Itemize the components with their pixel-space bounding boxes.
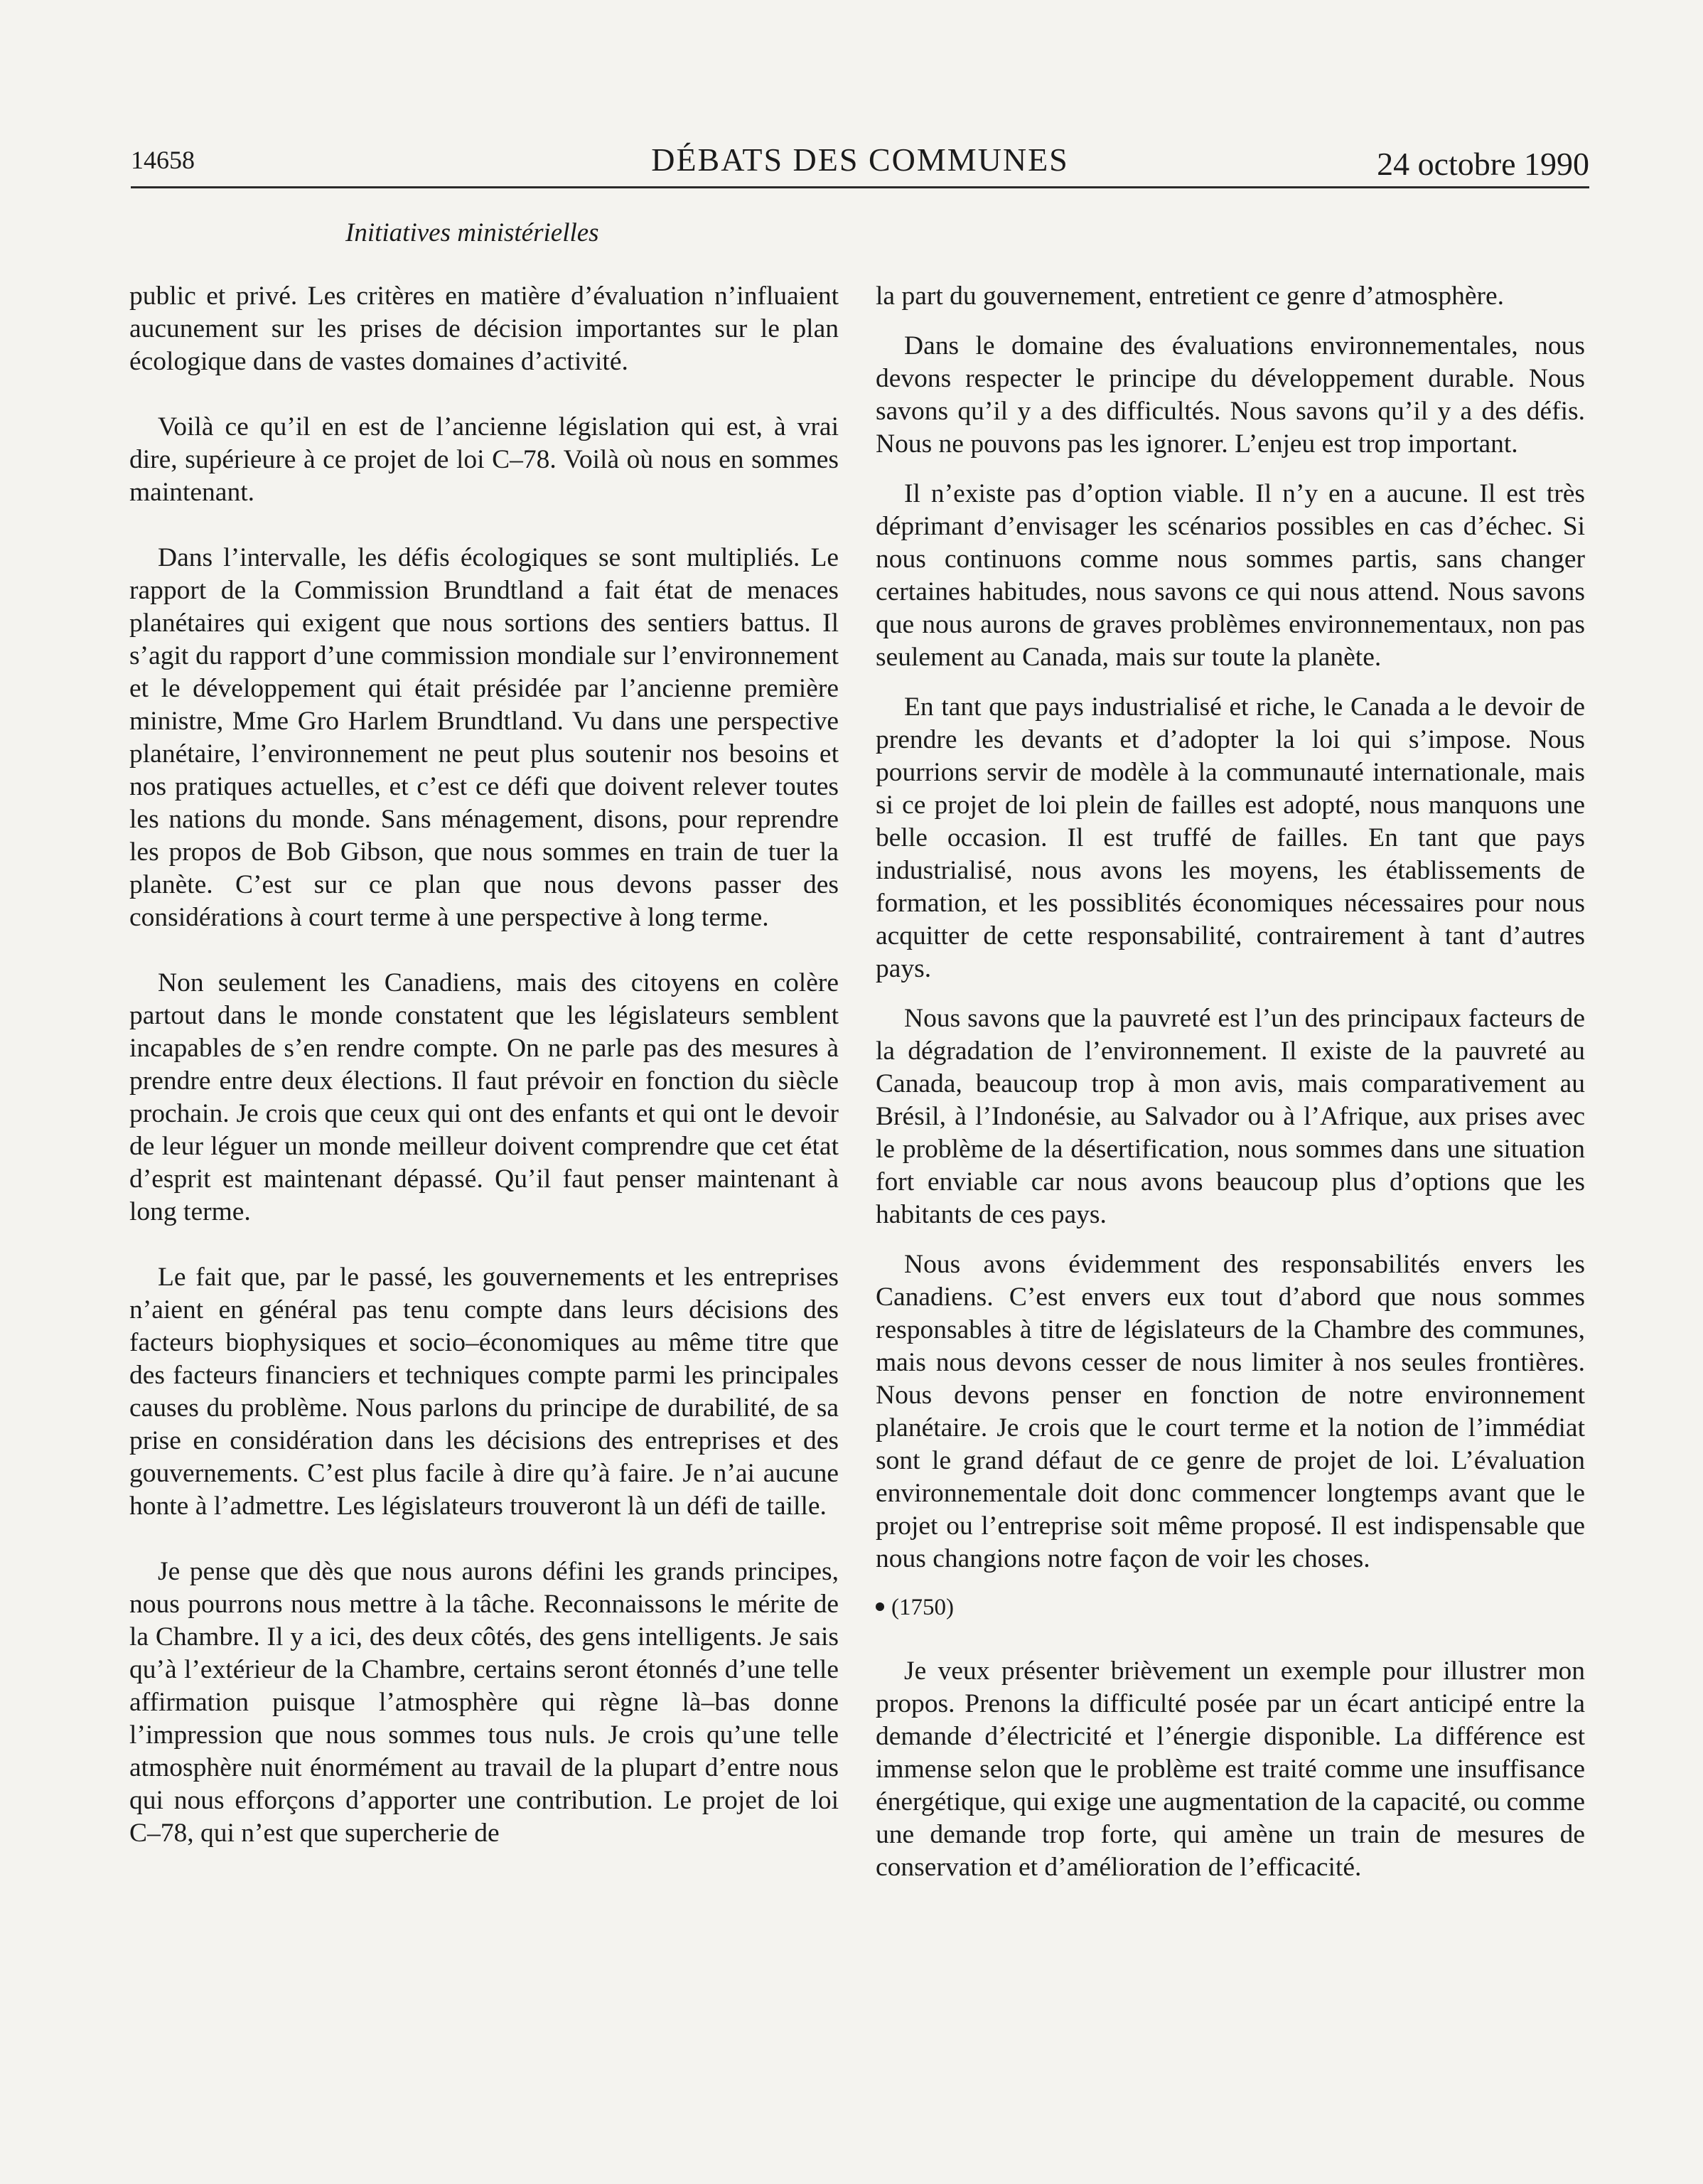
paragraph: Nous avons évidemment des responsabilités envers les Canadiens. C’est envers eux tout d’abord que nous sommes responsables à titre de législateurs de la Chambre des communes, mais nous devons cesser de nous limiter à nos seules frontières. Nous devons penser en fonction de notre environnement planétaire. Je crois que le court terme et la notion de l’immédiat sont le grand défaut de ce genre de projet de loi. L’évaluation environnementale doit donc commencer longtemps avant que le projet ou l’entreprise soit même proposé. Il est indispensable que nous changions notre façon de voir les choses. (876, 1250, 1585, 1573)
right-column (876, 280, 1585, 1884)
page-header (131, 141, 1589, 188)
time-marker (876, 1591, 1585, 1624)
paragraph: Le fait que, par le passé, les gouvernements et les entreprises n’aient en général pas tenu compte dans leurs décisions des facteurs biophysiques et socio–économiques au même titre que des facteurs financiers et techniques compte parmi les principales causes du problème. Nous parlons du principe de durabilité, de sa prise en considération dans les décisions des entreprises et des gouvernements. C’est plus facile à dire qu’à faire. Je n’ai aucune honte à l’admettre. Les législateurs trouveront là un défi de taille. (129, 1263, 839, 1521)
paragraph: Voilà ce qu’il en est de l’ancienne législation qui est, à vrai dire, supérieure à ce projet de loi C–78. Voilà où nous en sommes maintenant. (129, 412, 839, 507)
paragraph: Je veux présenter brièvement un exemple pour illustrer mon propos. Prenons la difficulté posée par un écart anticipé entre la demande d’électricité et l’énergie disponible. La différence est immense selon que le problème est traité comme une insuffisance énergétique, qui exige une augmentation de la capacité, ou comme une demande trop forte, qui amène un train de mesures de conservation et d’amélioration de l’efficacité. (876, 1656, 1585, 1882)
paragraph: Je pense que dès que nous aurons défini les grands principes, nous pourrons nous mettre à la tâche. Reconnaissons le mérite de la Chambre. Il y a ici, des deux côtés, des gens intelligents. Je sais qu’à l’extérieur de la Chambre, certains seront étonnés d’une telle affirmation puisque l’atmosphère qui règne là–bas donne l’impression que nous sommes tous nuls. Je crois qu’une telle atmosphère nuit énormément au travail de la plupart d’entre nous qui nous efforçons d’apporter une contribution. Le projet de loi C–78, qui n’est que supercherie de (129, 1557, 839, 1848)
bullet-icon (876, 1602, 884, 1611)
publication-date: 24 octobre 1990 (1377, 146, 1589, 182)
paragraph: Il n’existe pas d’option viable. Il n’y en a aucune. Il est très déprimant d’envisager les scénarios possibles en cas d’échec. Si nous continuons comme nous sommes partis, sans changer certaines habitudes, nous savons ce qui nous attend. Nous savons que nous aurons de graves problèmes environnementaux, non pas seulement au Canada, mais sur toute la planète. (876, 479, 1585, 672)
left-column (129, 280, 839, 1850)
paragraph: Dans le domaine des évaluations environnementales, nous devons respecter le principe du développement durable. Nous savons qu’il y a des difficultés. Nous savons qu’il y a des défis. Nous ne pouvons pas les ignorer. L’enjeu est trop important. (876, 331, 1585, 459)
header-rule (131, 186, 1589, 188)
journal-title: DÉBATS DES COMMUNES (651, 141, 1069, 178)
paragraph: En tant que pays industrialisé et riche, le Canada a le devoir de prendre les devants et d’adopter la loi qui s’impose. Nous pourrions servir de modèle à la communauté internationale, mais si ce projet de loi plein de failles est adopté, nous manquons une belle occasion. Il est truffé de failles. En tant que pays industrialisé, nous avons les moyens, les établissements de formation, et les possiblités économiques nécessaires pour nous acquitter de cette responsabilité, contrairement à tant d’autres pays. (876, 692, 1585, 983)
section-label: Initiatives ministérielles (345, 218, 599, 247)
paragraph: la part du gouvernement, entretient ce genre d’atmosphère. (876, 282, 1504, 311)
paragraph: Non seulement les Canadiens, mais des citoyens en colère partout dans le monde constatent que les législateurs semblent incapables de s’en rendre compte. On ne parle pas des mesures à prendre entre deux élections. Il faut prévoir en fonction du siècle prochain. Je crois que ceux qui ont des enfants et qui ont le devoir de leur léguer un monde meilleur doivent comprendre que cet état d’esprit est maintenant dépassé. Qu’il faut penser maintenant à long terme. (129, 968, 839, 1226)
paragraph: Dans l’intervalle, les défis écologiques se sont multipliés. Le rapport de la Commission Brundtland a fait état de menaces planétaires qui exigent que nous sortions des sentiers battus. Il s’agit du rapport d’une commission mondiale sur l’environnement et le développement qui était présidée par l’ancienne première ministre, Mme Gro Harlem Brundtland. Vu dans une perspective planétaire, l’environnement ne peut plus soutenir nos besoins et nos pratiques actuelles, et c’est ce défi que doivent relever toutes les nations du monde. Sans ménagement, disons, pour reprendre les propos de Bob Gibson, que nous sommes en train de tuer la planète. C’est sur ce plan que nous devons passer des considérations à court terme à une perspective à long terme. (129, 543, 839, 932)
paragraph: public et privé. Les critères en matière d’évaluation n’influaient aucunement sur les prises de décision importantes sur le plan écologique dans de vastes domaines d’activité. (129, 282, 839, 376)
paragraph: Nous savons que la pauvreté est l’un des principaux facteurs de la dégradation de l’environnement. Il existe de la pauvreté au Canada, beaucoup trop à mon avis, mais comparativement au Brésil, à l’Indonésie, au Salvador ou à l’Afrique, aux prises avec le problème de la désertification, nous sommes dans une situation fort enviable car nous avons beaucoup plus d’options que les habitants de ces pays. (876, 1004, 1585, 1229)
page-number: 14658 (131, 146, 195, 174)
time-marker-label: (1750) (891, 1595, 954, 1620)
